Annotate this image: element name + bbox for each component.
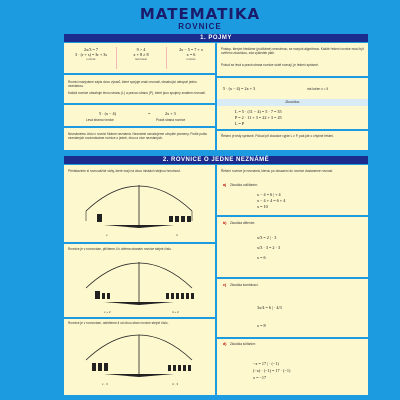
- section1-right-panel: [217, 43, 368, 150]
- step-b-marker: b): [223, 221, 227, 225]
- scale-1: [86, 185, 192, 237]
- section1-header: 1. POJMY: [64, 34, 368, 42]
- scales-illustration: [64, 165, 215, 395]
- right1-para1: Postup, kterým hledáme (počítáme) neznámou, se nazývá algoritmus. Každé řešení rovnice musí být ověřeno zkouškou, zda výsledek platí.: [221, 47, 364, 55]
- scale-2: [86, 262, 194, 314]
- lhs-label: Levá strana rovnice: [86, 118, 114, 122]
- section1-left-panel: [64, 43, 215, 150]
- example-root: má kořen x = 5: [307, 87, 329, 91]
- section2-header: 2. ROVNICE O JEDNE NEZNÁMÉ: [64, 156, 368, 164]
- section1-para3: Neznámému číslu v rovnici říkáme neznámá. Neznámé označujeme obvykle písmeny. Podle počtu neznámých rozeznáváme rovnice o jedné, dvou a více neznámých.: [68, 132, 208, 140]
- section2-right-panel: Řešení rovnice je neznámá, kterou po dosazení do rovnice dostaneme rovnost. a) Zkouška odčítáním: x − 4 = 6 | + 4 x − 4 + 4 = 6 + 4 x = 10 b) Zkouška dělením: x/3 = 2 | · 3 x/3 · 3 = 2 · 3 x = 6 c) Zkouška kombinací: 3x/4 = 6 | · 4/3 x = 8 d) Zkouška sčítáním: −x = 17 | · (−1) (−x) · (−1) = 17 · (−1) x = −17: [217, 165, 368, 395]
- scale-3-left-label: x · 3: [102, 382, 108, 386]
- check-label: Zkouška:: [217, 99, 368, 106]
- title-sub: ROVNICE: [178, 22, 222, 31]
- section1-para1: Rovnici nazýváme zápis dvou výrazů, které spojuje znak rovnosti, obsahující alespoň jednu neznámou.: [68, 80, 197, 88]
- example-equation: 5 · (x − 4) = 2x + 3: [223, 86, 256, 91]
- scale-1-left-label: x: [106, 233, 108, 237]
- step-d-label: Zkouška sčítáním:: [230, 342, 256, 346]
- check-line-2: P = 2 · 11 + 3 = 22 + 3 = 25: [235, 115, 282, 120]
- left2-para3: Rovnice je v rovnováze, odečteme-li od obou stran rovnice stejné číslo.: [68, 321, 169, 325]
- step-b-label: Zkouška dělením:: [230, 221, 256, 225]
- right1-para2: Pokud se levá a pravá strana rovnice sobě rovnají, je řešení správné.: [221, 63, 319, 67]
- scale-3-right-label: 4 · 3: [172, 382, 179, 386]
- right2-para1: Řešení rovnice je neznámá, kterou po dosazení do rovnice dostaneme rovnost.: [221, 169, 333, 173]
- scale-2-right-label: 4 + 2: [172, 310, 179, 314]
- step-a-label: Zkouška odčítáním:: [230, 183, 258, 187]
- equation-rovnost: 2x/3 = 7 3 · (r + s) = 3r + 3s rovnost: [75, 47, 107, 61]
- section1-para2: Každá rovnice obsahuje levou stranu (L) a pravou stranu (P), které jsou spojeny znakem rovnosti.: [68, 91, 206, 95]
- check-line-3: L = P: [235, 121, 245, 126]
- equal-sign: =: [148, 111, 151, 116]
- left2-para1: Představíme si rovnovážné váhy, které mají na obou miskách stejnou hmotnost.: [68, 169, 181, 173]
- equation-rovnice: 2x − 5 = 7 + x x = 6 rovnice: [179, 47, 203, 61]
- right1-para3: Řešení je tedy správné. Pokud při zkoušce vyjde L ≠ P, pak jde o chybné řešení.: [221, 134, 335, 138]
- rhs-label: Pravá strana rovnice: [156, 118, 186, 122]
- step-c-marker: c): [223, 283, 227, 287]
- page-title: [0, 6, 400, 31]
- scale-1-right-label: 4: [176, 233, 178, 237]
- equation-nerovnost: 9 > 4 x + 8 ≠ 8 nerovnost: [133, 47, 149, 61]
- section2-left-panel: [64, 165, 215, 395]
- step-c-label: Zkouška kombinací:: [230, 283, 259, 287]
- check-line-1: L = 5 · (11 − 4) = 5 · 7 = 35: [235, 109, 282, 114]
- scale-3: [86, 335, 192, 386]
- rhs-expression: 2x + 3: [165, 111, 176, 116]
- step-d-marker: d): [223, 342, 227, 346]
- lhs-expression: 5 · (x − 4): [99, 111, 117, 116]
- scale-2-left-label: x + 2: [104, 310, 111, 314]
- left2-para2: Rovnice je v rovnováze, přičteme-li k oběma stranám rovnice stejné číslo.: [68, 247, 172, 251]
- title-main: MATEMATIKA: [139, 5, 261, 23]
- step-a-marker: a): [223, 183, 227, 187]
